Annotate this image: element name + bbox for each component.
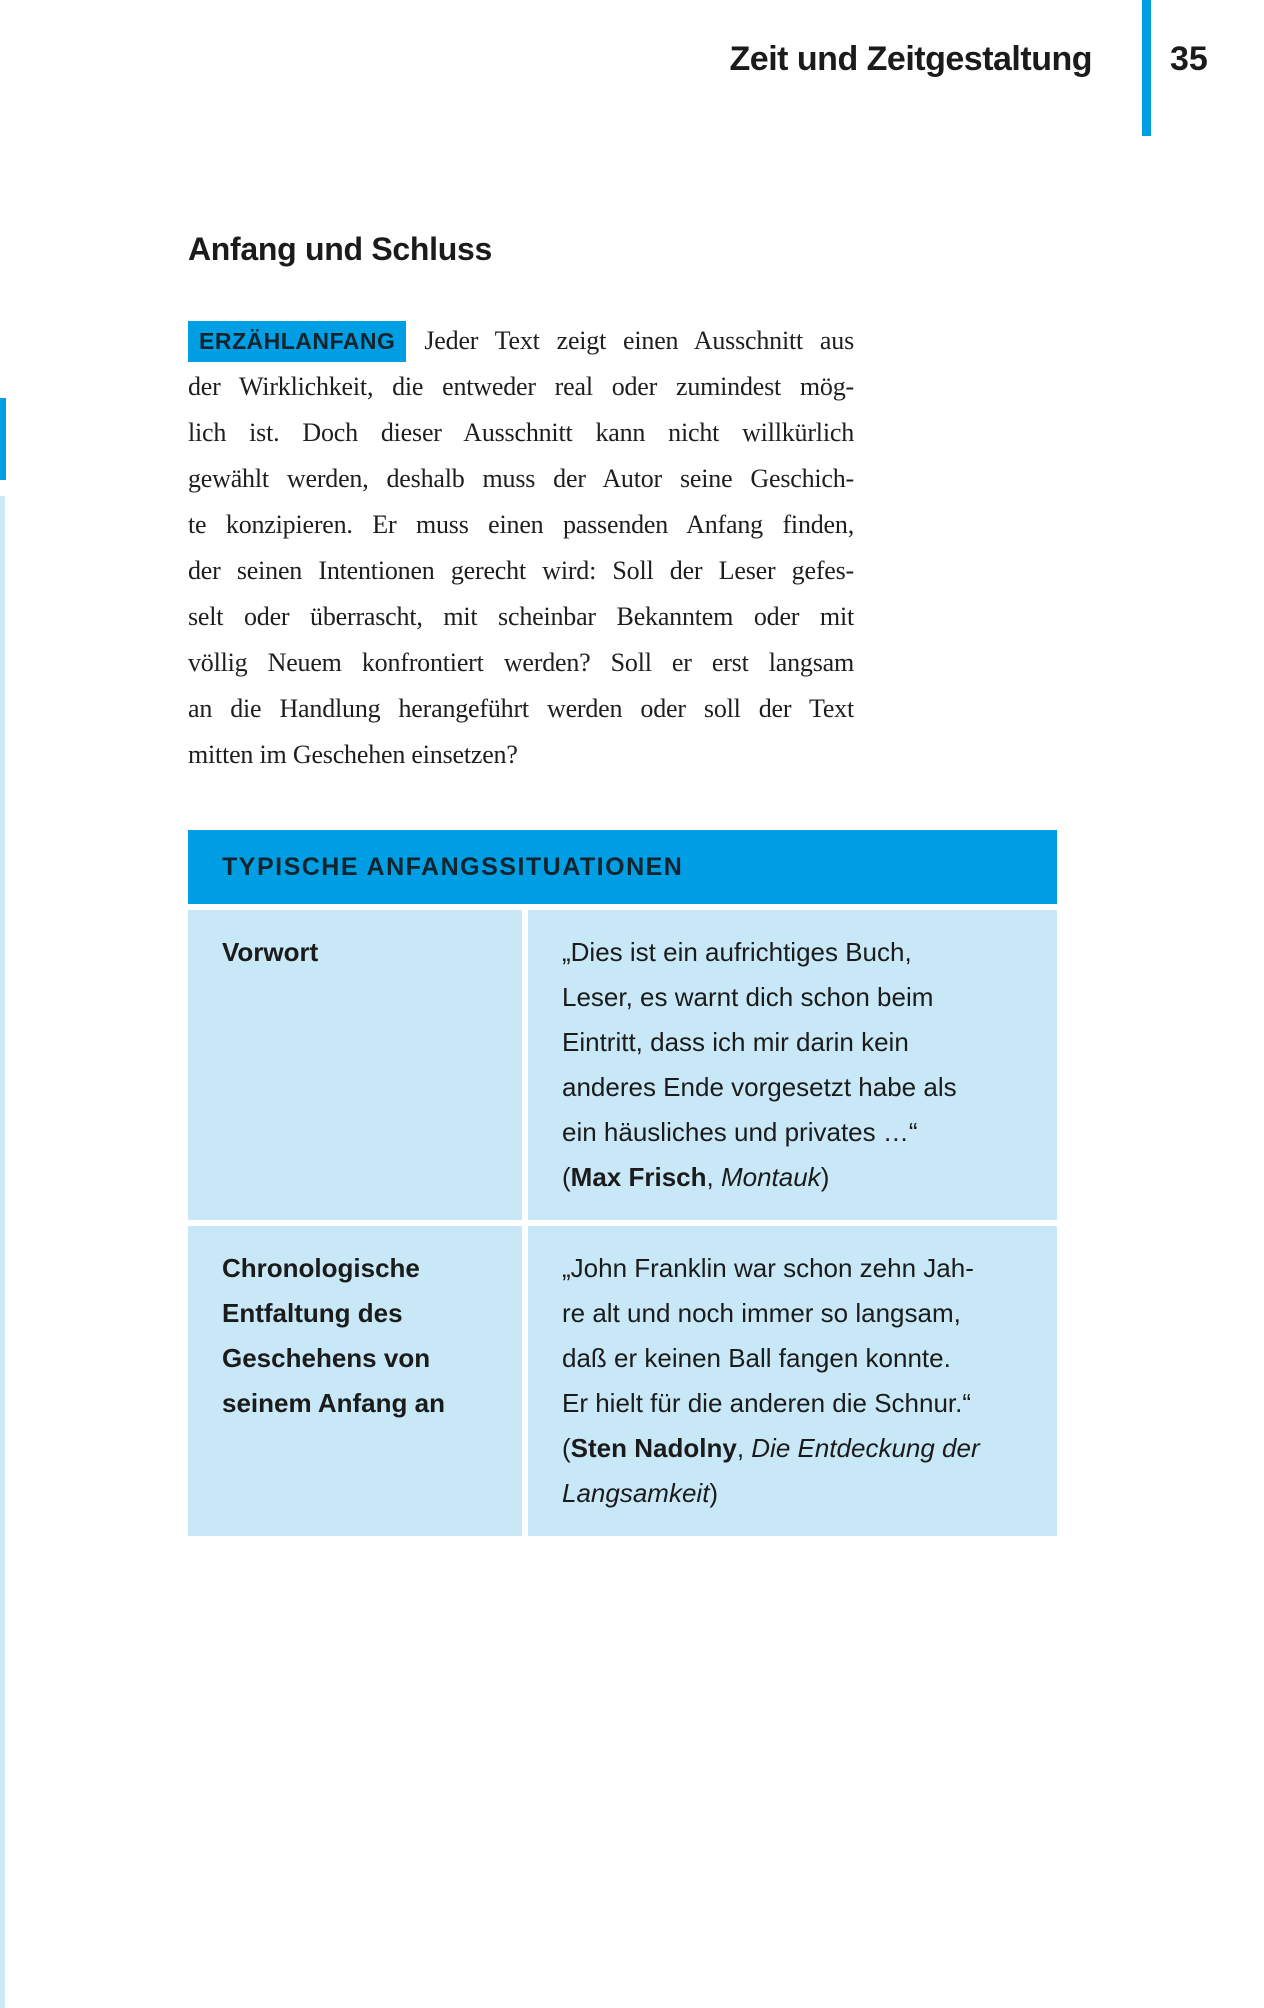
text-line: mitten im Geschehen einsetzen? — [188, 740, 518, 769]
citation — [562, 1426, 1042, 1516]
text-line: Leser, es warnt dich schon beim — [562, 982, 934, 1012]
text-line: re alt und noch immer so langsam, — [562, 1298, 961, 1328]
text-line: te konzipieren. Er muss einen passenden Anfang finden, — [188, 510, 854, 539]
citation-separator: , — [736, 1433, 752, 1463]
row-label-cell: Vorwort — [188, 910, 522, 1220]
anfangssituationen-table — [188, 830, 1057, 1542]
quote-cell — [528, 1226, 1057, 1536]
citation-close-paren: ) — [709, 1478, 719, 1508]
citation-work: Die Entdeckung der Langsamkeit — [562, 1433, 980, 1508]
text-line: an die Handlung herangeführt werden oder soll der Text — [188, 694, 854, 723]
quote-cell — [528, 910, 1057, 1220]
paragraph-lines — [188, 364, 854, 778]
text-line: völlig Neuem konfrontiert werden? Soll er erst langsam — [188, 648, 854, 677]
text-line: gewählt werden, deshalb muss der Autor seine Geschich- — [188, 464, 854, 493]
citation-open-paren: ( — [562, 1162, 571, 1192]
citation-close-paren: ) — [820, 1162, 830, 1192]
text-line: anderes Ende vorgesetzt habe als — [562, 1072, 957, 1102]
section-title: Anfang und Schluss — [188, 231, 492, 267]
text-line: daß er keinen Ball fangen konnte. — [562, 1343, 951, 1373]
text-line: ein häusliches und privates …“ — [562, 1117, 918, 1147]
text-line: der Wirklichkeit, die entweder real oder zumindest mög- — [188, 372, 854, 401]
citation-author: Max Frisch — [570, 1162, 707, 1192]
table-row — [188, 1226, 1057, 1536]
text-line: der seinen Intentionen gerecht wird: Soll der Leser gefes- — [188, 556, 854, 585]
header-divider-bar — [1142, 0, 1151, 136]
table-header: TYPISCHE ANFANGSSITUATIONEN — [188, 830, 1057, 904]
paragraph-first-line — [188, 318, 854, 364]
paragraph-first-text: Jeder Text zeigt einen Ausschnitt aus — [424, 326, 854, 355]
quote-lines — [562, 1246, 1042, 1426]
citation — [562, 1155, 1042, 1200]
row-label-cell: Chronologische Entfaltung des Geschehens von seinem Anfang an — [188, 1226, 522, 1536]
intro-paragraph — [188, 318, 854, 778]
page-number: 35 — [1170, 40, 1208, 78]
citation-separator: , — [706, 1162, 721, 1192]
text-line: „John Franklin war schon zehn Jah- — [562, 1253, 974, 1283]
keyword-badge: ERZÄHLANFANG — [188, 321, 406, 362]
chapter-edge-tab — [0, 398, 6, 480]
quote-lines — [562, 930, 1042, 1155]
text-line: „Dies ist ein aufrichtiges Buch, — [562, 937, 912, 967]
text-line: selt oder überrascht, mit scheinbar Bekanntem oder mit — [188, 602, 854, 631]
page-edge-strip — [0, 496, 5, 2008]
citation-author: Sten Nadolny — [570, 1433, 737, 1463]
citation-open-paren: ( — [562, 1433, 571, 1463]
chapter-title: Zeit und Zeitgestaltung — [729, 40, 1092, 78]
table-row — [188, 910, 1057, 1220]
text-line: Er hielt für die anderen die Schnur.“ — [562, 1388, 972, 1418]
text-line: lich ist. Doch dieser Ausschnitt kann nicht willkürlich — [188, 418, 854, 447]
citation-work: Montauk — [720, 1162, 821, 1192]
text-line: Eintritt, dass ich mir darin kein — [562, 1027, 909, 1057]
